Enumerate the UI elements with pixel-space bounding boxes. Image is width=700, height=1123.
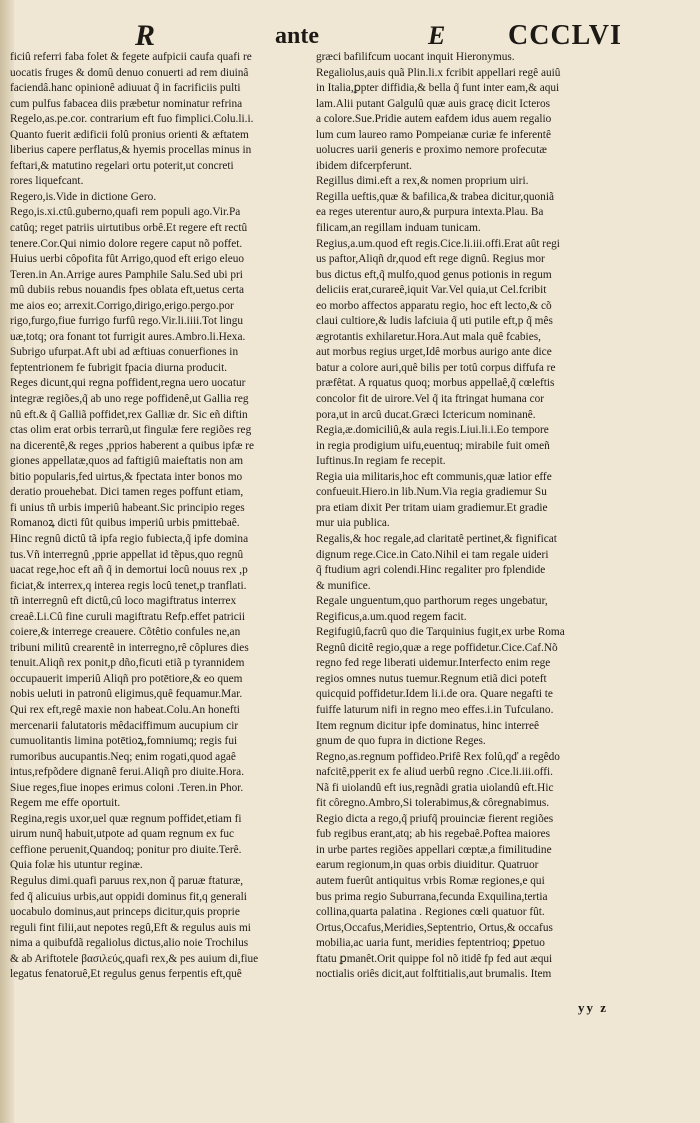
- text-line: faciendâ.hanc opinionê adiuuat q̃ in facrificiis pulti: [10, 82, 241, 95]
- text-line: Regero,is.Vide in dictione Gero.: [10, 190, 157, 203]
- text-line: Quanto fuerit ædificii folû pronius orienti & æftatem: [10, 128, 249, 141]
- folio-number: CCCLVI: [508, 20, 622, 51]
- text-line: na dicerentê,& reges ,pprios haberent a quibus ipfæ re: [10, 439, 255, 452]
- text-line: fi unius tñ urbis imperiû habeant.Sic principio reges: [10, 501, 245, 514]
- text-line: dignum rege.Cice.in Cato.Nihil ei tam regale uideri: [316, 548, 549, 561]
- text-line: Rego,is.xi.ctû.guberno,quafi rem populi ago.Vir.Pa: [10, 206, 241, 219]
- text-line: batur a colore auri,quê bilis per totû corpus diffufa re: [316, 361, 556, 374]
- text-line: ea reges uterentur auro,& purpura intexta.Plau. Ba: [316, 206, 544, 219]
- text-line: Regem me effe oportuit.: [10, 797, 121, 810]
- text-line: aut morbus regius urget,Idê morbus aurigo ante dice: [316, 346, 552, 359]
- text-line: lum cum laureo ramo Pompeianæ curiæ fe inferentê: [316, 128, 551, 141]
- text-line: cumuolitantis limina potētioꝝ,fomniumq; regis fui: [10, 735, 238, 748]
- text-line: Reges dicunt,qui regna poffident,regna uero uocatur: [10, 377, 246, 390]
- text-line: fuiffe laturum nifi in regno meo effes.i.in Tufculano.: [316, 703, 554, 716]
- text-line: concolor fit de uirore.Vel q̃ ita ftringat humana cor: [316, 393, 545, 406]
- text-line: uocabulo dominus,aut princeps dicitur,quis proprie: [10, 906, 240, 919]
- text-line: in Italia,ꝑpter diffidia,& bella q̃ funt inter eam,& aqui: [316, 82, 560, 95]
- text-line: Regius,a.um.quod eft regis.Cice.li.iii.offi.Erat aût regi: [316, 237, 560, 250]
- text-line: nima a quibufdã regaliolus dictus,alio noie Trochilus: [10, 937, 249, 950]
- text-line: bus dictus eft,q̃ mulfo,quod genus potionis in regum: [316, 268, 552, 281]
- text-line: q̃ ftudium agri colendi.Hinc regaliter pro fplendide: [316, 564, 546, 577]
- text-line: Regaliolus,auis quã Plin.li.x fcribit appellari regê auiû: [316, 66, 561, 79]
- text-line: ibidem difcerpferunt.: [316, 159, 412, 172]
- text-line: pora,ut in arcû ducat.Græci Ictericum nominanê.: [316, 408, 536, 421]
- text-line: Qui rex eft,regê maxie non habeat.Colu.An honefti: [10, 703, 240, 716]
- text-line: creaê.Li.Cû fine curuli magiftratu Refp.effet patricii: [10, 610, 246, 623]
- text-line: tribuni militû crearentê in interregno,rê côplures dies: [10, 641, 249, 654]
- text-line: Teren.in An.Arrige aures Pamphile Salu.Sed ubi pri: [10, 268, 243, 281]
- text-line: Quia folæ his utuntur reginæ.: [10, 859, 143, 872]
- text-line: intus,refpõdere dignanê ferui.Aliqñ pro diuite.Hora.: [10, 766, 245, 779]
- text-line: regno fed rege liberati uidemur.Interfecto enim rege: [316, 657, 551, 670]
- text-line: gnum de quo fupra in dictione Reges.: [316, 735, 486, 748]
- text-line: Ortus,Occafus,Meridies,Septentrio, Ortus,& occafus: [316, 921, 553, 934]
- text-line: rumoribus aucupantis.Neq; enim rogati,quod agaê: [10, 750, 236, 763]
- text-line: Regelo,as.pe.cor. contrarium eft fuo fimplici.Colu.li.i.: [10, 113, 254, 126]
- text-line: bitio popularis,fed uirtus,& fpectata inter bonos mo: [10, 470, 243, 483]
- text-line: confueuit.Hiero.in lib.Num.Via regia gradiemur Su: [316, 486, 547, 499]
- right-column: [316, 50, 690, 983]
- text-line: feptentrionem fe fubrigit fpacia diurna producit.: [10, 361, 228, 374]
- header-letter-left: R: [135, 19, 156, 52]
- text-line: legatus fenatoruê,Et regulus genus ferpentis eft,quê: [10, 968, 242, 981]
- text-line: uocatis fruges & domû denuo conuerti ad rem diuinâ: [10, 66, 249, 79]
- text-line: earum regionum,in quas orbis diuiditur. Quatruor: [316, 859, 539, 872]
- text-line: Regificus,a.um.quod regem facit.: [316, 610, 467, 623]
- text-line: ceffione peruenit,Quandoq; ponitur pro diuite.Terê.: [10, 843, 242, 856]
- text-line: Iuftinus.In regiam fe recepit.: [316, 455, 446, 468]
- text-line: Romanoꝝ dicti fût quibus imperiû urbis pmittebaê.: [10, 517, 240, 530]
- text-line: fed q̃ alicuius urbis,aut oppidi dominus fit,q generali: [10, 890, 247, 903]
- text-line: me aios eo; arrexit.Corrigo,dirigo,erigo.pergo.por: [10, 299, 234, 312]
- text-line: uæ,totq; ora fonant tot furrigit aures.Ambro.li.Hexa.: [10, 330, 246, 343]
- text-line: Regulus dimi.quafi paruus rex,non q̃ paruæ ftaturæ,: [10, 874, 244, 887]
- text-line: Siue reges,fiue inopes erimus coloni .Teren.in Phor.: [10, 781, 244, 794]
- header-word: ante: [275, 23, 319, 49]
- text-line: giones appellatæ,quos ad faftigiû maieftatis non am: [10, 455, 244, 468]
- text-line: occupauerit imperiû Aliqñ pro potētiore,& eo quem: [10, 672, 243, 685]
- text-line: rores liquefcant.: [10, 175, 84, 188]
- text-line: præfêtat. A rquatus quoq; morbus appellaê,q̃ cœleftis: [316, 377, 555, 390]
- text-line: us paftor,Aliqñ dr,quod eft rege dignû. Regius mor: [316, 253, 545, 266]
- text-line: græci bafilifcum uocant inquit Hieronymus.: [316, 51, 515, 63]
- text-line: ficiû referri faba folet & fegete aufpicii caufa quafi re: [10, 51, 252, 63]
- text-line: in urbe partes regiões appellari cœptæ,a fimilitudine: [316, 843, 552, 856]
- text-line: ficiat,& interrex,q interea regis locû tenet,p tranflati.: [10, 579, 247, 592]
- text-line: tus.Vñ interregnû ,pprie appellat id tẽpus,quo regnû: [10, 548, 244, 561]
- text-line: Regale unguentum,quo parthorum reges ungebatur,: [316, 595, 548, 608]
- text-line: Regia uia militaris,hoc eft communis,quæ latior effe: [316, 470, 552, 483]
- text-line: Nã fi uiolandû eft ius,regnãdi gratia uiolandû eft.Hic: [316, 781, 554, 794]
- text-line: Regno,as.regnum poffideo.Prifê Rex folû,qď a regêdo: [316, 750, 560, 763]
- text-line: in regia prodigium uifu,euentuq; mirabile fuit omeñ: [316, 439, 550, 452]
- text-line: ctas olim erat orbis terrarũ,ut fingulæ fere regiões reg: [10, 424, 252, 437]
- text-line: & ab Ariftotele βασιλεύς,quafi rex,& pes auium di,fiue: [10, 952, 259, 965]
- text-line: Regilla ueftis,quæ & bafilica,& trabea dicitur,quoniã: [316, 190, 554, 203]
- text-line: integræ regiões,q̃ ab uno rege poffidenê,ut Gallia reg: [10, 393, 249, 406]
- text-line: tenere.Cor.Qui nimio dolore regere caput nõ poffet.: [10, 237, 243, 250]
- text-line: mobilia,ac uaria funt, meridies feptentrioq; ꝑpetuo: [316, 937, 545, 950]
- text-line: Hinc regnû dictû tã ipfa regio fubiecta,q̃ ipfe domina: [10, 532, 249, 545]
- text-line: feftari,& matutino regelari ortu poterit,ut concreti: [10, 159, 234, 172]
- signature-mark: yy z: [578, 1000, 609, 1015]
- left-column: [10, 50, 306, 983]
- text-line: lam.Alii putant Galgulû quæ auis gracę dicit Icteros: [316, 97, 551, 110]
- text-line: nû eft.& q̃ Galliã poffidet,rex Galliæ dr. Sic eñ diftin: [10, 408, 248, 421]
- text-line: bus prima regio Suburrana,fecunda Exquilina,tertia: [316, 890, 548, 903]
- text-line: ftatu ꝑmanêt.Orit quippe fol nõ itidê fp fed aut æqui: [316, 952, 553, 965]
- text-line: noctialis oriês dicit,aut folftitialis,aut brumalis. Item: [316, 968, 552, 981]
- text-line: uacat rege,hoc eft añ q̃ in demortui locû nouus rex ,p: [10, 564, 248, 577]
- text-line: mur uia publica.: [316, 517, 390, 530]
- text-line: pra etiam dixit Per tritam uiam gradiemur.Et gradie: [316, 501, 548, 514]
- text-line: & munifice.: [316, 579, 371, 592]
- text-line: Subrigo ufurpat.Aft ubi ad æftiuas conuerfiones in: [10, 346, 239, 359]
- text-line: regios omnes nutus tuemur.Regnum etiã dici poteft: [316, 672, 547, 685]
- text-line: filicam,an regillam induam tunicam.: [316, 222, 481, 235]
- text-line: nobis ueluti in patronû eligimus,quê fequamur.Mar.: [10, 688, 243, 701]
- text-line: quicquid poffidetur.Idem li.i.de ora. Quare negafti te: [316, 688, 553, 701]
- text-line: a colore.Sue.Pridie autem eafdem idus auem regalio: [316, 113, 552, 126]
- text-line: catûq; reget patriis uirtutibus orbê.Et regere eft rectû: [10, 222, 248, 235]
- text-line: fit côregno.Ambro,Si tolerabimus,& côregnabimus.: [316, 797, 550, 810]
- text-line: claui cultiore,& ludis lafciuia q̃ uti putile eft,p q̃ mês: [316, 315, 553, 328]
- text-line: uolucres uarii generis e proximo nemore profecutæ: [316, 144, 547, 157]
- text-line: Regnû dicitê regio,quæ a rege poffidetur.Cice.Caf.Nõ: [316, 641, 558, 654]
- text-line: Regifugiû,facrû quo die Tarquinius fugit,ex urbe Roma: [316, 626, 565, 639]
- text-line: Regio dicta a rego,q̃ priufq̃ prouinciæ fierent regiões: [316, 812, 554, 825]
- text-line: deliciis erat,curareê,iquit Var.Vel quia,ut Cel.fcribit: [316, 284, 547, 297]
- text-line: uirum nunq̃ habuit,utpote ad quam regnum ex fuc: [10, 828, 235, 841]
- text-line: tenuit.Aliqñ rex ponit,p dño,ficuti etiã p tyrannidem: [10, 657, 245, 670]
- text-line: Item regnum dicitur ipfe dominatus, hinc interreê: [316, 719, 540, 732]
- text-line: liberius capere perflatus,& hyemis procellas minus in: [10, 144, 252, 157]
- text-line: cum pulfus fabacea diis præbetur nominatur refrina: [10, 97, 243, 110]
- text-line: rigo,furgo,fiue furrigo furfû rego.Vir.li.iiii.Tot lingu: [10, 315, 244, 328]
- text-line: Regina,regis uxor,uel quæ regnum poffidet,etiam fi: [10, 812, 242, 825]
- text-line: tñ interregnû eft dictû,cû loco magiftratus interrex: [10, 595, 237, 608]
- text-line: coiere,& interrege creauere. Cõtêtio confules ne,an: [10, 626, 241, 639]
- text-line: Huius uerbi côpofita fût Arrigo,quod eft erigo eleuo: [10, 253, 245, 266]
- text-line: Regia,æ.domiciliû,& aula regis.Liui.li.i.Eo tempore: [316, 424, 549, 437]
- text-line: reguli fint filii,aut nepotes regû,Eft & regulus auis mi: [10, 921, 251, 934]
- text-line: mercenarii falutatoris mêdaciffimum aucupium cir: [10, 719, 239, 732]
- text-line: nafcitê,pperit ex fe aliud uerbû regno .Cice.li.iii.offi.: [316, 766, 553, 779]
- text-line: Regalis,& hoc regale,ad claritatê pertinet,& fignificat: [316, 532, 557, 545]
- text-line: Regillus dimi.eft a rex,& nomen proprium uiri.: [316, 175, 529, 188]
- text-line: collina,quarta palatina . Regiones cœli quatuor fût.: [316, 906, 545, 919]
- text-line: mû dubiis rebus nouandis fpes oblata eft,uetus certa: [10, 284, 245, 297]
- text-line: fub regibus erant,atq; ab his regebaê.Poftea maiores: [316, 828, 551, 841]
- text-line: autem fuerût antiquitus vrbis Romæ regiones,e qui: [316, 874, 545, 887]
- text-line: deratio prouehebat. Dici tamen reges poffunt etiam,: [10, 486, 244, 499]
- header-letter-right: E: [428, 21, 446, 50]
- text-line: ægrotantis exhilaretur.Hora.Aut mala quê fcabies,: [316, 330, 541, 343]
- text-line: eo morbo affectos apparatu regio, hoc eft lecto,& cõ: [316, 299, 552, 312]
